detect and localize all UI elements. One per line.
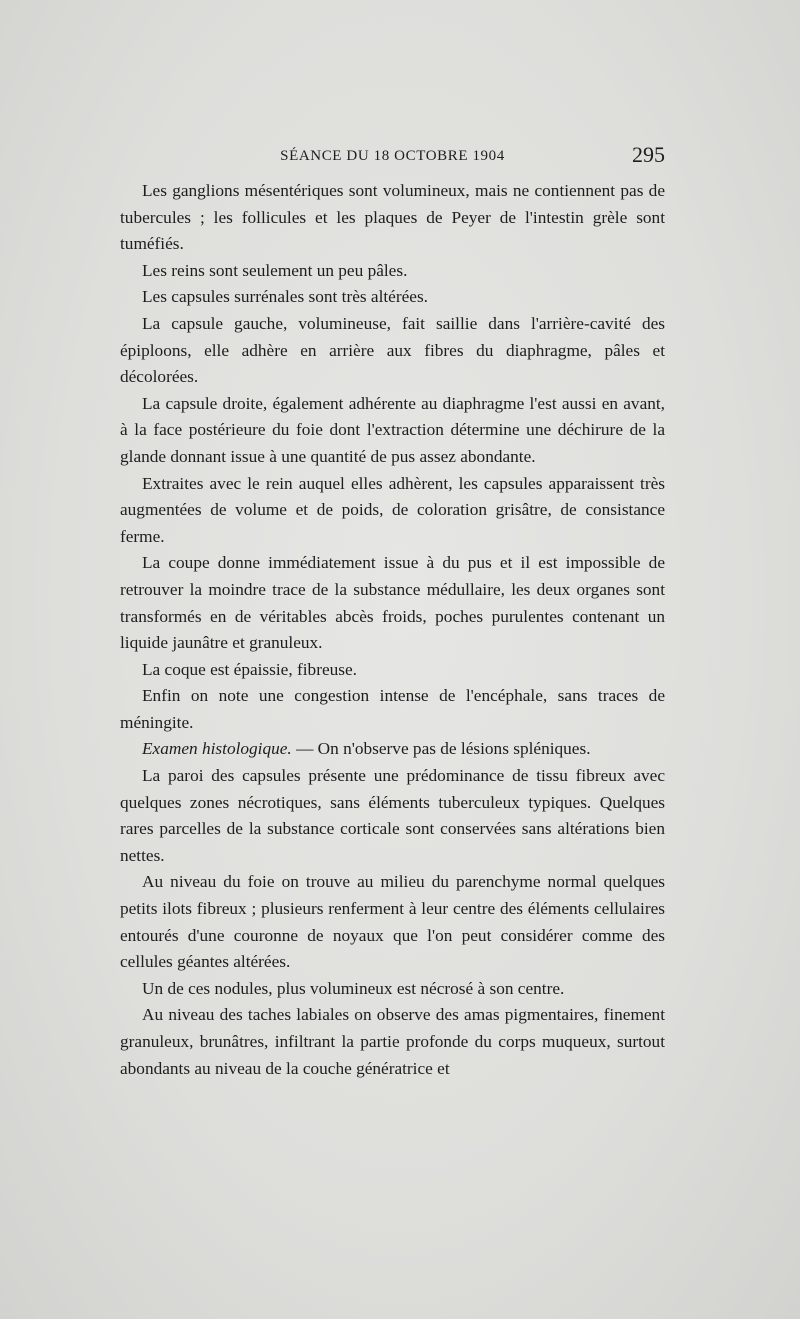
paragraph: La paroi des capsules présente une prédominance de tissu fibreux avec quelques zones nécrotiques, sans éléments tuberculeux typiques. Quelques rares parcelles de la substance corticale sont conservées sans altérations bien nettes. [120,766,665,865]
paragraph: Enfin on note une congestion intense de l'encéphale, sans traces de méningite. [120,686,665,732]
paragraph: Au niveau des taches labiales on observe des amas pigmentaires, finement granuleux, brunâtres, infiltrant la partie profonde du corps muqueux, surtout abondants au niveau de la couche génératrice et [120,1005,665,1078]
histology-paragraph [120,736,665,763]
page-number: 295 [632,142,665,167]
paragraph: Les reins sont seulement un peu pâles. [142,260,408,280]
histology-heading: Examen histologique. [142,739,292,759]
paragraph: Extraites avec le rein auquel elles adhèrent, les capsules apparaissent très augmentées de volume et de poids, de coloration grisâtre, de consistance ferme. [120,473,665,546]
paragraph: Un de ces nodules, plus volumineux est nécrosé à son centre. [142,978,565,998]
paragraph: La capsule droite, également adhérente au diaphragme l'est aussi en avant, à la face postérieure du foie dont l'extraction détermine une déchirure de la glande donnant issue à une quantité de pus assez abondante. [120,393,665,466]
histology-text: — On n'observe pas de lésions spléniques. [291,739,591,759]
running-title: SÉANCE DU 18 OCTOBRE 1904 [280,148,505,164]
page-header [120,142,665,170]
paragraph: La coupe donne immédiatement issue à du pus et il est impossible de retrouver la moindre trace de la substance médullaire, les deux organes sont transformés en de véritables abcès froids, poches purulentes contenant un liquide jaunâtre et granuleux. [120,553,665,653]
paragraph: La capsule gauche, volumineuse, fait saillie dans l'arrière-cavité des épiploons, elle adhère en arrière aux fibres du diaphragme, pâles et décolorées. [120,313,665,387]
body-text [120,178,665,1082]
paragraph: Les capsules surrénales sont très altérées. [142,287,428,307]
paragraph: La coque est épaissie, fibreuse. [142,659,357,679]
paragraph: Au niveau du foie on trouve au milieu du parenchyme normal quelques petits ilots fibreux ; plusieurs renferment à leur centre des éléments cellulaires entourés d'une couronne de noyaux que l'on peut considérer comme des cellules géantes altérées. [120,872,665,972]
paragraph: Les ganglions mésentériques sont volumineux, mais ne contiennent pas de tubercules ; les follicules et les plaques de Peyer de l'intestin grèle sont tuméfiés. [120,181,665,254]
